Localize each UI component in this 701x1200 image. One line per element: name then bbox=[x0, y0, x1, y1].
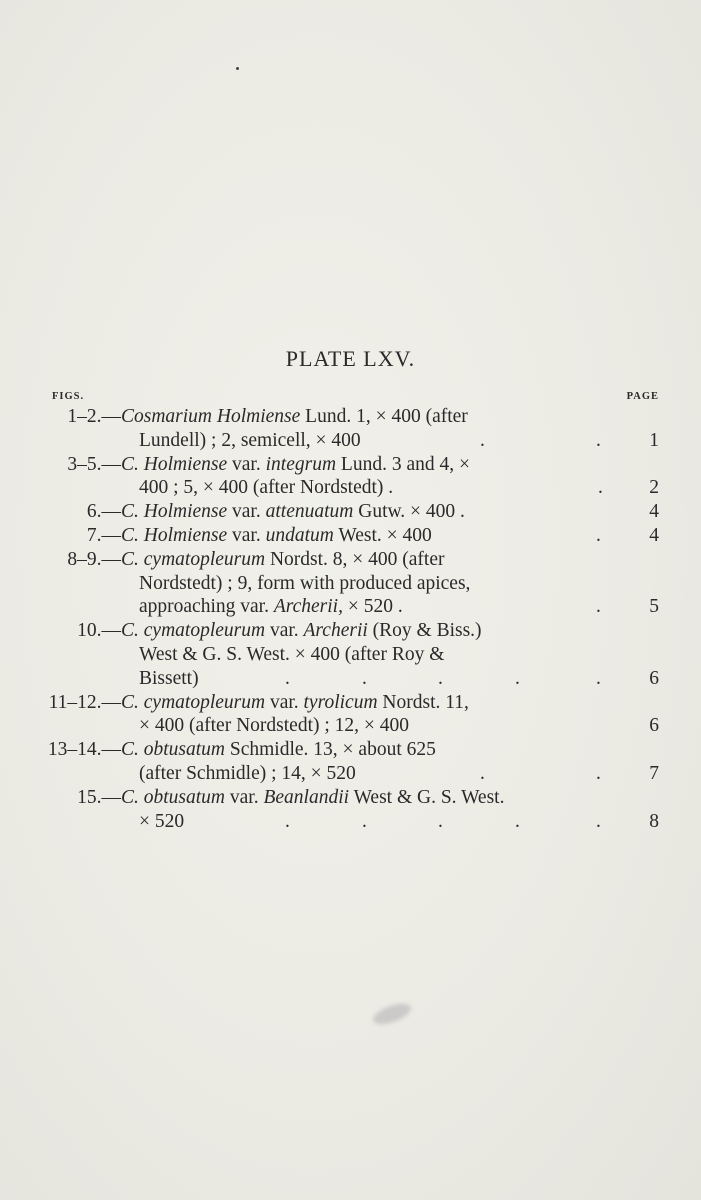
plate-title: PLATE LXV. bbox=[285, 346, 416, 371]
entry-line bbox=[0, 810, 701, 834]
figure-number: 1–2.— bbox=[67, 406, 121, 427]
figure-number: 8–9.— bbox=[67, 548, 121, 570]
entry-text bbox=[121, 453, 470, 477]
figure-number: 13–14.— bbox=[47, 739, 121, 761]
taxon-name: C. cymatopleurum bbox=[121, 691, 266, 713]
leader-dot: . bbox=[480, 429, 485, 451]
entry-text-part: var. bbox=[227, 501, 266, 523]
entry-line bbox=[0, 762, 701, 786]
entry-line bbox=[0, 572, 701, 596]
entry-line bbox=[0, 714, 701, 738]
entry-text bbox=[139, 643, 444, 667]
page-smudge bbox=[370, 1000, 413, 1029]
entry-line bbox=[0, 786, 701, 810]
leader-dot: . bbox=[596, 429, 601, 451]
entry-text-part: (after Schmidle) ; 14, × 520 bbox=[139, 762, 356, 784]
figure-number: 3–5.— bbox=[67, 453, 121, 475]
entry-line bbox=[0, 619, 701, 643]
leader-dot: . bbox=[598, 477, 603, 499]
entry-text bbox=[121, 524, 432, 548]
taxon-name: C. cymatopleurum bbox=[121, 620, 266, 642]
entry-text-part: Nordst. 11, bbox=[377, 691, 469, 713]
leader-dot: . bbox=[362, 810, 367, 832]
entry-line bbox=[0, 405, 701, 429]
entry-line bbox=[0, 453, 701, 477]
figure-entry bbox=[0, 524, 701, 548]
figure-list bbox=[0, 405, 701, 833]
taxon-name: C. obtusatum bbox=[121, 786, 226, 808]
leader-dot: . bbox=[596, 810, 601, 832]
entry-text-part: Lund. 3 and 4, × bbox=[336, 453, 470, 475]
figure-entry bbox=[0, 453, 701, 501]
figure-entry bbox=[0, 691, 701, 739]
entry-text bbox=[139, 810, 184, 834]
figs-column-heading: FIGS. bbox=[52, 391, 85, 402]
entry-text-part: var. bbox=[227, 453, 266, 475]
entry-text bbox=[139, 762, 356, 786]
leader-dot: . bbox=[362, 667, 367, 689]
figure-entry bbox=[0, 548, 701, 619]
entry-line bbox=[0, 476, 701, 500]
entry-line bbox=[0, 524, 701, 548]
page-number: 4 bbox=[649, 501, 659, 523]
entry-text bbox=[139, 476, 393, 500]
taxon-name: Archerii bbox=[303, 620, 368, 642]
page-number: 6 bbox=[649, 667, 659, 689]
entry-text-part: Nordst. 8, × 400 (after bbox=[265, 548, 445, 570]
taxon-name: C. Holmiense bbox=[121, 501, 228, 523]
figure-number: 6.— bbox=[86, 501, 121, 523]
entry-text bbox=[139, 667, 199, 691]
taxon-name: undatum bbox=[265, 524, 334, 546]
figure-entry bbox=[0, 500, 701, 524]
figure-entry bbox=[0, 405, 701, 453]
entry-text bbox=[121, 691, 469, 715]
leader-dot: . bbox=[596, 596, 601, 618]
leader-dot: . bbox=[285, 810, 290, 832]
ink-speck bbox=[236, 67, 239, 70]
entry-text bbox=[121, 786, 504, 810]
leader-dot: . bbox=[438, 667, 443, 689]
page-number: 6 bbox=[649, 715, 659, 737]
leader-dot: . bbox=[596, 524, 601, 546]
figure-entry bbox=[0, 786, 701, 834]
entry-text-part: var. bbox=[265, 620, 304, 642]
entry-text bbox=[139, 572, 470, 596]
entry-text-part: Lund. 1, × 400 (after bbox=[300, 406, 468, 427]
taxon-name: C. cymatopleurum bbox=[121, 548, 266, 570]
entry-text-part: × 400 (after Nordstedt) ; 12, × 400 bbox=[139, 715, 410, 737]
page-number: 2 bbox=[649, 477, 659, 499]
entry-line bbox=[0, 667, 701, 691]
entry-text-part: var. bbox=[227, 524, 266, 546]
leader-dot: . bbox=[596, 762, 601, 784]
entry-text-part: var. bbox=[265, 691, 304, 713]
entry-text-part: Gutw. × 400 . bbox=[353, 501, 465, 523]
entry-text-part: Lundell) ; 2, semicell, × 400 bbox=[139, 429, 361, 451]
entry-text-part: West & G. S. West. × 400 (after Roy & bbox=[139, 643, 445, 665]
leader-dot: . bbox=[438, 810, 443, 832]
entry-line bbox=[0, 429, 701, 453]
entry-line bbox=[0, 691, 701, 715]
taxon-name: tyrolicum bbox=[303, 691, 378, 713]
leader-dot: . bbox=[285, 667, 290, 689]
figure-number: 7.— bbox=[86, 524, 121, 546]
entry-text-part: × 520 . bbox=[342, 596, 403, 618]
figure-number: 10.— bbox=[77, 620, 121, 642]
taxon-name: attenuatum bbox=[265, 501, 354, 523]
entry-line bbox=[0, 738, 701, 762]
taxon-name: Beanlandii bbox=[263, 786, 350, 808]
entry-text-part: Bissett) bbox=[139, 667, 199, 689]
page-number: 4 bbox=[649, 524, 659, 546]
page-column-heading: PAGE bbox=[626, 391, 659, 402]
page-number: 1 bbox=[649, 429, 659, 451]
entry-text-part: × 520 bbox=[139, 810, 185, 832]
entry-text bbox=[139, 714, 409, 738]
page-number: 7 bbox=[649, 762, 659, 784]
leader-dot: . bbox=[515, 810, 520, 832]
leader-dot: . bbox=[515, 667, 520, 689]
entry-text bbox=[121, 738, 436, 762]
entry-text bbox=[139, 429, 361, 453]
figure-number: 11–12.— bbox=[48, 691, 121, 713]
taxon-name: Archerii, bbox=[273, 596, 343, 618]
entry-line bbox=[0, 500, 701, 524]
figure-entry bbox=[0, 619, 701, 690]
taxon-name: integrum bbox=[265, 453, 337, 475]
figure-entry bbox=[0, 738, 701, 786]
entry-line bbox=[0, 643, 701, 667]
entry-text bbox=[121, 619, 482, 643]
entry-text bbox=[139, 595, 403, 619]
entry-text-part: West. × 400 bbox=[333, 524, 432, 546]
entry-text-part: approaching var. bbox=[139, 596, 274, 618]
page-number: 5 bbox=[649, 596, 659, 618]
figure-number: 15.— bbox=[77, 786, 121, 808]
entry-text-part: Schmidle. 13, × about 625 bbox=[225, 739, 436, 761]
taxon-name: Cosmarium Holmiense bbox=[121, 406, 301, 427]
taxon-name: C. obtusatum bbox=[121, 739, 226, 761]
taxon-name: C. Holmiense bbox=[121, 453, 228, 475]
leader-dot: . bbox=[596, 667, 601, 689]
entry-text bbox=[121, 548, 444, 572]
page-number: 8 bbox=[649, 810, 659, 832]
entry-text bbox=[121, 405, 468, 429]
entry-text bbox=[121, 500, 465, 524]
entry-text-part: (Roy & Biss.) bbox=[367, 620, 482, 642]
entry-line bbox=[0, 595, 701, 619]
leader-dot: . bbox=[480, 762, 485, 784]
entry-text-part: West & G. S. West. bbox=[349, 786, 505, 808]
entry-line bbox=[0, 548, 701, 572]
taxon-name: C. Holmiense bbox=[121, 524, 228, 546]
entry-text-part: 400 ; 5, × 400 (after Nordstedt) . bbox=[139, 477, 394, 499]
entry-text-part: var. bbox=[225, 786, 264, 808]
entry-text-part: Nordstedt) ; 9, form with produced apices, bbox=[139, 572, 471, 594]
